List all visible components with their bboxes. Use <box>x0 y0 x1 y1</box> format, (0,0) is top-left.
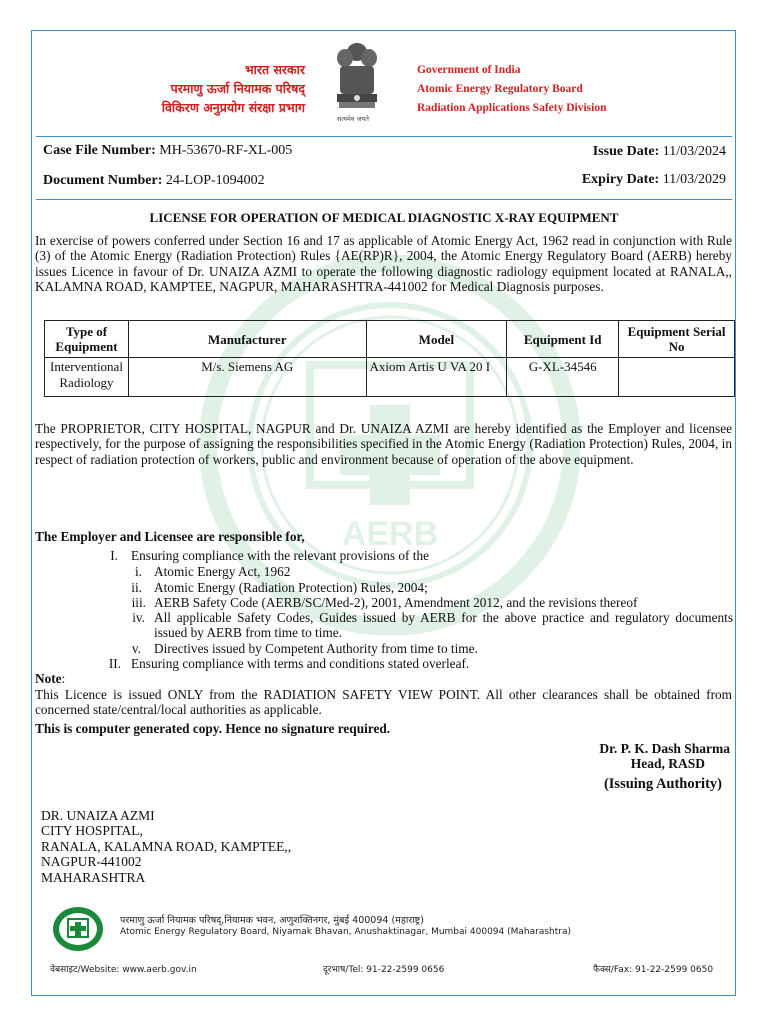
meta-divider <box>36 199 732 200</box>
cell-serial-no <box>619 358 735 397</box>
note-label: Note: <box>35 671 66 686</box>
item-number: I. <box>110 548 118 563</box>
subitem-number: iii. <box>131 595 146 610</box>
subitem-text: All applicable Safety Codes, Guides issued by AERB for the above practice and regulatory documents issued by AERB from time to time. <box>154 610 733 641</box>
subitem-number: i. <box>134 564 142 579</box>
footer-fax: फैक्स/Fax: 91-22-2599 0650 <box>593 965 714 975</box>
signatory-name: Dr. P. K. Dash Sharma <box>599 741 730 756</box>
watermark-text: AERB <box>341 515 439 553</box>
subitem-text: AERB Safety Code (AERB/SC/Med-2), 2001, Amendment 2012, and the revisions thereof <box>154 595 638 610</box>
cell-equipment-id: G-XL-34546 <box>507 358 619 397</box>
recipient-address <box>41 808 291 885</box>
hindi-line-3: विकिरण अनुप्रयोग संरक्षा प्रभाग <box>161 100 305 115</box>
address-line: RANALA, KALAMNA ROAD, KAMPTEE,, <box>41 838 292 854</box>
aerb-name: Atomic Energy Regulatory Board <box>417 83 583 95</box>
subitem-number: v. <box>131 641 141 656</box>
address-line: CITY HOSPITAL, <box>41 823 143 839</box>
col-manufacturer: Manufacturer <box>128 321 366 358</box>
address-line: NAGPUR-441002 <box>41 854 142 870</box>
aerb-logo-icon <box>51 905 105 953</box>
hindi-line-1: भारत सरकार <box>244 62 305 77</box>
subitem-text: Atomic Energy Act, 1962 <box>154 564 291 579</box>
cell-manufacturer: M/s. Siemens AG <box>128 358 366 397</box>
gov-of-india: Government of India <box>417 64 521 76</box>
table-row <box>45 358 735 397</box>
subitem-number: iv. <box>132 610 145 625</box>
national-emblem-icon <box>331 40 383 120</box>
subitem-text: Atomic Energy (Radiation Protection) Rules, 2004; <box>154 580 428 595</box>
table-header-row <box>45 321 735 358</box>
col-type: Type of Equipment <box>45 321 129 358</box>
cell-type: Interventional Radiology <box>45 358 129 397</box>
issue-date: Issue Date: 11/03/2024 <box>592 144 726 159</box>
proprietor-paragraph: The PROPRIETOR, CITY HOSPITAL, NAGPUR and Dr. UNAIZA AZMI are hereby identified as the Employer and licensee respectively, for the purpose of assigning the responsibilities specified in the Atomic Energy (Radiation Protection) Rules, 2004, in respect of radiation protection of workers, public and environment because of operation of the above equipment. <box>35 421 732 467</box>
footer-website: वेबसाइट/Website: www.aerb.gov.in <box>50 965 197 975</box>
col-equipment-id: Equipment Id <box>507 321 619 358</box>
address-line: DR. UNAIZA AZMI <box>41 808 155 823</box>
computer-generated-notice: This is computer generated copy. Hence no signature required. <box>35 721 391 736</box>
document-number: Document Number: 24-LOP-1094002 <box>43 173 265 188</box>
responsibility-item-2: Ensuring compliance with terms and conditions stated overleaf. <box>131 656 470 671</box>
header-divider <box>36 136 732 137</box>
license-title: LICENSE FOR OPERATION OF MEDICAL DIAGNOSTIC X-RAY EQUIPMENT <box>149 210 619 225</box>
case-file-number: Case File Number: MH-53670-RF-XL-005 <box>43 143 293 158</box>
intro-paragraph: In exercise of powers conferred under Section 16 and 17 as applicable of Atomic Energy Act, 1962 read in conjunction with Rule (3) of the Atomic Energy (Radiation Protection) Rules {AE(RP)R}, 2004, the Atomic Energy Regulatory Board (AERB) hereby issues Licence in favour of Dr. UNAIZA AZMI to operate the following diagnostic radiology equipment located at RANALA,, KALAMNA ROAD, KAMPTEE, NAGPUR, MAHARASHTRA-441002 for Medical Diagnosis purposes. <box>35 233 732 294</box>
item-number: II. <box>108 656 121 671</box>
subitem-text: Directives issued by Competent Authority from time to time. <box>154 641 478 656</box>
expiry-date: Expiry Date: 11/03/2029 <box>581 172 726 187</box>
cell-model: Axiom Artis U VA 20 I <box>366 358 507 397</box>
responsibility-item-1: Ensuring compliance with the relevant provisions of the <box>131 548 429 563</box>
issuing-authority: (Issuing Authority) <box>603 776 722 792</box>
division-name: Radiation Applications Safety Division <box>417 102 607 114</box>
note-text: This Licence is issued ONLY from the RADIATION SAFETY VIEW POINT. All other clearances shall be obtained from concerned state/central/local authorities as applicable. <box>35 687 732 718</box>
col-serial-no: Equipment Serial No <box>619 321 735 358</box>
responsibility-heading: The Employer and Licensee are responsible for, <box>35 529 305 544</box>
signatory-designation: Head, RASD <box>630 756 705 771</box>
hindi-line-2: परमाणु ऊर्जा नियामक परिषद् <box>170 81 305 96</box>
subitem-number: ii. <box>131 580 142 595</box>
address-line: MAHARASHTRA <box>41 869 146 885</box>
footer-english-address: Atomic Energy Regulatory Board, Niyamak Bhavan, Anushaktinagar, Mumbai 400094 (Maharashtra) <box>120 927 571 937</box>
footer-hindi-address: परमाणु ऊर्जा नियामक परिषद्,नियामक भवन, अणुशक्तिनगर, मुंबई 400094 (महाराष्ट्र) <box>120 915 424 926</box>
emblem-motto: सत्यमेव जयते <box>337 115 369 123</box>
col-model: Model <box>366 321 507 358</box>
footer-tel: दूरभाष/Tel: 91-22-2599 0656 <box>323 965 445 975</box>
equipment-table <box>44 320 735 397</box>
